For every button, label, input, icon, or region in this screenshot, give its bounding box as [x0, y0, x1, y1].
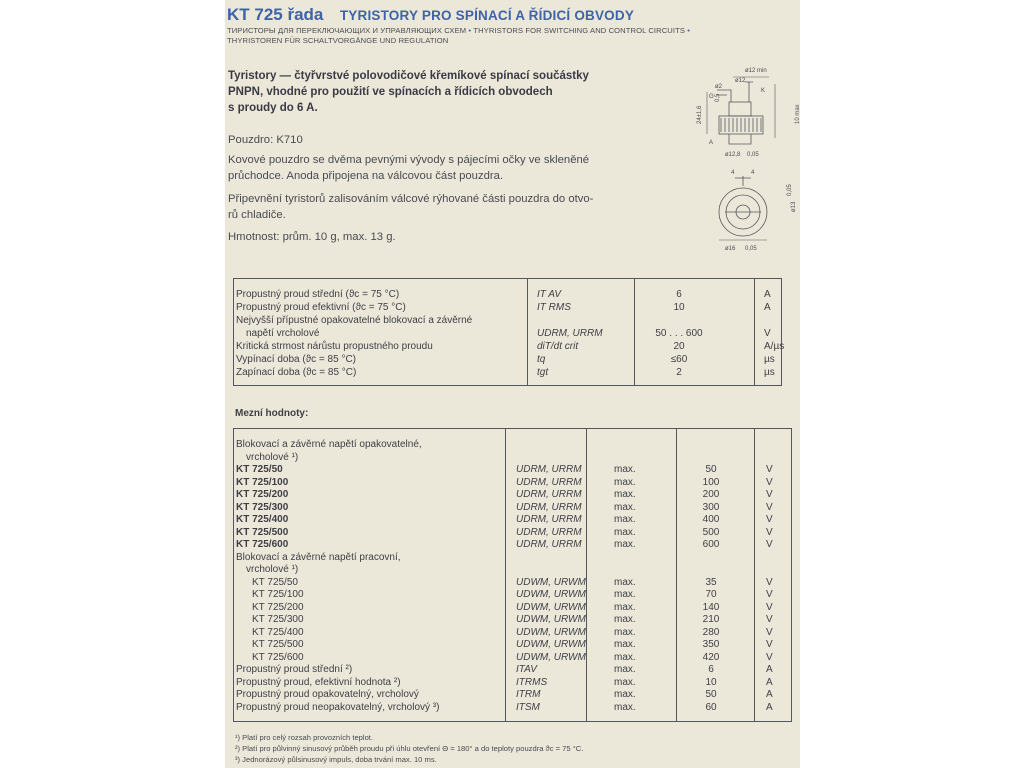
mounting-description: [228, 191, 628, 223]
limit-param-name: KT 725/300: [252, 614, 304, 625]
intro-line: PNPN, vhodné pro použití ve spínacích a řídicích obvodech: [228, 86, 553, 98]
dim-label: ø13: [791, 201, 797, 212]
title-german: THYRISTOREN FÜR SCHALTVORGÄNGE UND REGULATION: [227, 36, 449, 45]
bullet-separator: •: [468, 26, 472, 35]
char-unit: A: [764, 302, 771, 313]
limit-value: 300: [702, 501, 720, 513]
limit-unit: V: [766, 489, 773, 500]
limit-unit: V: [766, 614, 773, 625]
limit-param-name: Propustný proud střední ²): [236, 664, 353, 675]
limit-symbol: UDWM, URWM: [516, 601, 586, 613]
limit-symbol: UDRM, URRM: [516, 476, 582, 488]
char-value: 10: [673, 302, 685, 313]
limit-unit: V: [766, 639, 773, 650]
footnote-1: ¹) Platí pro celý rozsah provozních teplot.: [235, 733, 374, 742]
char-value: 6: [676, 289, 682, 300]
package-drawing: [695, 62, 801, 262]
limit-unit: A: [766, 676, 773, 688]
limit-unit: V: [766, 601, 773, 613]
dim-label: ø12: [735, 78, 746, 84]
limits-table: [233, 428, 792, 722]
dim-label: ø2: [715, 84, 723, 90]
char-value: ≤60: [670, 354, 688, 365]
limit-value: 100: [702, 476, 720, 488]
limit-param-name: KT 725/600: [236, 539, 289, 550]
header-lang-line-1: [227, 26, 690, 35]
limit-unit: V: [766, 539, 773, 550]
limit-symbol: UDWM, URWM: [516, 651, 586, 663]
stud-bottom: [729, 134, 751, 144]
limit-symbol: UDRM, URRM: [516, 501, 582, 513]
terminal-label-a: A: [709, 140, 714, 146]
description-line: průchodce. Anoda připojena na válcovou část pouzdra.: [228, 170, 504, 182]
cathode-lead: [745, 82, 753, 102]
dim-label: 0,05: [745, 246, 757, 252]
limit-qualifier: max.: [614, 539, 636, 550]
column-divider: [505, 429, 506, 721]
char-unit: µs: [764, 367, 775, 378]
dim-label: ø12,8: [725, 152, 741, 158]
mounting-line: rů chladiče.: [228, 209, 286, 221]
limit-qualifier: max.: [614, 614, 636, 625]
header-lang-line-2: [227, 36, 448, 45]
limit-value: 140: [702, 601, 720, 613]
dim-label: 4: [751, 170, 755, 176]
limit-unit: V: [766, 626, 773, 638]
limit-param-name: KT 725/600: [252, 651, 304, 663]
char-unit: V: [764, 328, 771, 339]
column-divider: [754, 429, 755, 721]
limit-value: 50: [705, 464, 717, 475]
bottom-view-axes: [725, 176, 761, 212]
limit-unit: V: [766, 651, 773, 663]
char-param-name: Propustný proud střední (ϑc = 75 °C): [236, 289, 400, 300]
limit-qualifier: max.: [614, 676, 636, 688]
limit-symbol: UDRM, URRM: [516, 539, 582, 550]
limit-value: 50: [705, 689, 717, 700]
limit-qualifier: max.: [614, 664, 636, 675]
char-symbol: diT/dt crit: [537, 341, 579, 352]
limit-qualifier: max.: [614, 514, 636, 525]
char-param-name: Vypínací doba (ϑc = 85 °C): [236, 354, 356, 365]
terminal-label-g: G: [709, 94, 714, 100]
limit-param-name: KT 725/50: [236, 464, 283, 475]
column-divider: [754, 279, 755, 385]
limit-symbol: UDRM, URRM: [516, 464, 582, 475]
footnote-2: ²) Platí pro půlvinný sinusový průběh proudu při úhlu otevření Θ = 180° a do teploty pouzdra ϑc = 75 °C.: [235, 744, 584, 753]
char-value: 50 . . . 600: [655, 328, 703, 339]
title-russian: ТИРИСТОРЫ ДЛЯ ПЕРЕКЛЮЧАЮЩИХ И УПРАВЛЯЮЩИХ СХЕМ: [227, 26, 467, 35]
limit-unit: V: [766, 476, 773, 488]
limit-value: 500: [702, 526, 720, 538]
limit-value: 35: [705, 576, 717, 588]
limit-symbol: UDRM, URRM: [516, 526, 582, 538]
limit-symbol: ITSM: [516, 701, 540, 713]
title-english: THYRISTORS FOR SWITCHING AND CONTROL CIRCUITS: [473, 26, 686, 35]
limit-unit: V: [766, 589, 773, 600]
main-title: TYRISTORY PRO SPÍNACÍ A ŘÍDICÍ OBVODY: [339, 8, 635, 23]
limits-title: Mezní hodnoty:: [235, 408, 309, 419]
limit-param-name: Propustný proud, efektivní hodnota ²): [236, 676, 401, 688]
mounting-line: Připevnění tyristorů zalisováním válcové rýhované části pouzdra do otvo-: [228, 193, 594, 205]
limit-param-name: KT 725/50: [252, 576, 298, 588]
limit-param-name: Blokovací a závěrné napětí opakovatelné,: [236, 439, 422, 450]
dim-label: 24±1,6: [697, 105, 703, 124]
dim-label: 0,5: [715, 93, 721, 102]
limit-unit: A: [766, 664, 773, 675]
limit-param-name: vrcholové ¹): [246, 451, 299, 463]
limit-qualifier: max.: [614, 589, 636, 600]
limit-symbol: UDWM, URWM: [516, 614, 586, 625]
limit-value: 400: [702, 514, 720, 525]
dim-label: 0,05: [787, 184, 793, 196]
limit-symbol: UDRM, URRM: [516, 514, 582, 525]
limit-symbol: UDWM, URWM: [516, 639, 586, 650]
limit-qualifier: max.: [614, 501, 636, 513]
limit-value: 60: [705, 701, 717, 713]
column-divider: [527, 279, 528, 385]
limit-param-name: KT 725/500: [252, 639, 304, 650]
char-param-name: Kritická strmost nárůstu propustného proudu: [236, 341, 433, 352]
limit-qualifier: max.: [614, 576, 636, 588]
limit-unit: A: [766, 701, 773, 713]
limit-value: 350: [702, 639, 720, 650]
char-param-name: napětí vrcholové: [246, 328, 320, 339]
limit-qualifier: max.: [614, 476, 636, 488]
limit-qualifier: max.: [614, 464, 636, 475]
limit-param-name: Propustný proud opakovatelný, vrcholový: [236, 689, 419, 700]
limit-symbol: UDRM, URRM: [516, 489, 582, 500]
limit-param-name: Blokovací a závěrné napětí pracovní,: [236, 551, 401, 563]
dim-label: 10 max: [795, 104, 801, 124]
char-unit: A: [764, 289, 771, 300]
weight-line: Hmotnost: prům. 10 g, max. 13 g.: [228, 231, 396, 243]
package-line: Pouzdro: K710: [228, 134, 303, 146]
datasheet-page: [225, 0, 800, 768]
footnote-3: ³) Jednorázový půlsinusový impuls, doba trvání max. 10 ms.: [235, 755, 437, 764]
limit-param-name: KT 725/500: [236, 526, 289, 538]
column-divider: [634, 279, 635, 385]
limit-param-name: KT 725/200: [236, 489, 289, 500]
series-title: KT 725 řada: [227, 5, 324, 24]
char-param-name: Nejvyšší přípustné opakovatelné blokovací a závěrné: [236, 315, 473, 326]
char-value: 2: [676, 367, 682, 378]
limit-param-name: KT 725/300: [236, 501, 289, 513]
limit-qualifier: max.: [614, 651, 636, 663]
limit-value: 200: [702, 489, 720, 500]
limit-param-name: KT 725/400: [236, 514, 289, 525]
limit-param-name: KT 725/100: [252, 589, 304, 600]
char-symbol: tq: [537, 354, 546, 365]
char-unit: µs: [764, 354, 775, 365]
limit-symbol: UDWM, URWM: [516, 576, 586, 588]
limit-param-name: vrcholové ¹): [246, 564, 299, 575]
limit-qualifier: max.: [614, 639, 636, 650]
intro-line: Tyristory — čtyřvrstvé polovodičové křemíkové spínací součástky: [228, 70, 589, 82]
terminal-label-k: K: [761, 88, 766, 94]
limit-symbol: UDWM, URWM: [516, 626, 586, 638]
limit-symbol: ITAV: [516, 664, 537, 675]
limit-unit: V: [766, 501, 773, 513]
limit-param-name: Propustný proud neopakovatelný, vrcholový ³): [236, 701, 440, 713]
limit-param-name: KT 725/400: [252, 626, 304, 638]
dim-label: 4: [731, 170, 735, 176]
char-param-name: Propustný proud efektivní (ϑc = 75 °C): [236, 302, 406, 313]
description-line: Kovové pouzdro se dvěma pevnými vývody s pájecími očky ve skleněné: [228, 154, 590, 166]
column-divider: [676, 429, 677, 721]
limit-value: 210: [702, 614, 720, 625]
char-symbol: IT AV: [537, 289, 562, 300]
limit-symbol: UDWM, URWM: [516, 589, 586, 600]
limit-unit: A: [766, 689, 773, 700]
limit-unit: V: [766, 514, 773, 525]
characteristics-table: [233, 278, 785, 386]
limit-unit: V: [766, 464, 773, 475]
char-value: 20: [673, 341, 685, 352]
limit-value: 10: [705, 676, 717, 688]
limit-symbol: ITRM: [516, 689, 541, 700]
limit-unit: V: [766, 576, 773, 588]
limit-symbol: ITRMS: [516, 676, 548, 688]
limit-value: 6: [708, 664, 714, 675]
intro-paragraph: [228, 68, 608, 116]
limit-value: 600: [702, 539, 720, 550]
limit-value: 280: [702, 626, 720, 638]
limit-qualifier: max.: [614, 689, 636, 700]
page-header: [227, 5, 634, 25]
intro-line: s proudy do 6 A.: [228, 102, 318, 114]
char-param-name: Zapínací doba (ϑc = 85 °C): [236, 367, 357, 378]
limit-param-name: KT 725/200: [252, 601, 304, 613]
dim-label: ø12 min: [745, 68, 767, 74]
limit-value: 420: [702, 651, 720, 663]
column-divider: [586, 429, 587, 721]
limit-param-name: KT 725/100: [236, 476, 289, 488]
limit-unit: V: [766, 526, 773, 538]
char-symbol: tgt: [537, 367, 549, 378]
stud-top: [729, 102, 751, 116]
char-unit: A/µs: [764, 341, 785, 352]
bullet-separator: •: [687, 26, 690, 35]
limit-qualifier: max.: [614, 701, 636, 713]
limit-qualifier: max.: [614, 626, 636, 638]
dim-label: ø16: [725, 246, 736, 252]
char-symbol: UDRM, URRM: [537, 328, 603, 339]
limit-value: 70: [705, 589, 717, 600]
dim-label: 0,05: [747, 152, 759, 158]
package-description: [228, 152, 628, 184]
limit-qualifier: max.: [614, 526, 636, 538]
char-symbol: IT RMS: [537, 302, 571, 313]
limit-qualifier: max.: [614, 489, 636, 500]
knurling-lines: [721, 118, 761, 132]
limit-qualifier: max.: [614, 601, 636, 613]
